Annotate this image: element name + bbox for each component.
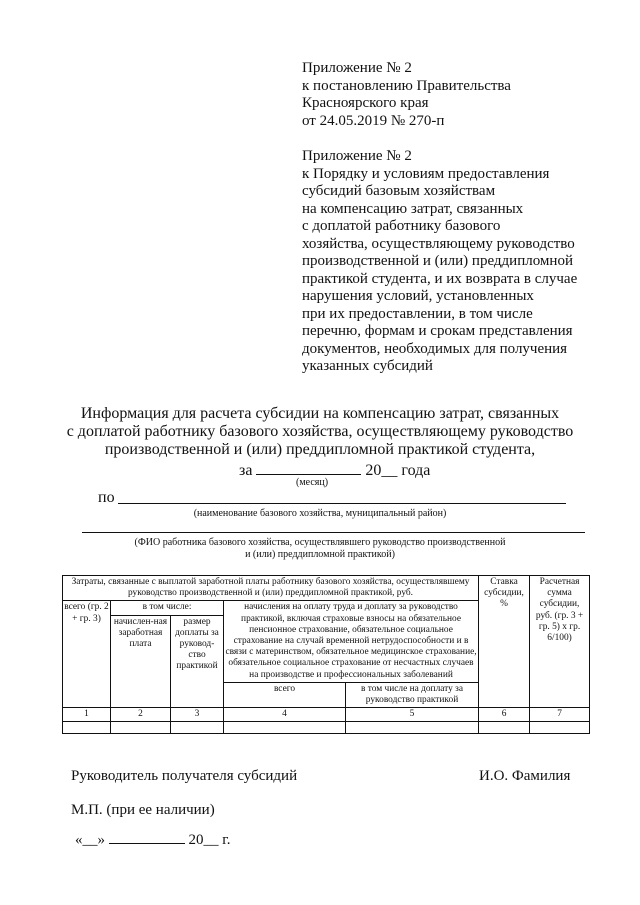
appendix-procedure (302, 148, 577, 376)
org-blank (118, 503, 566, 504)
month-caption: (месяц) (296, 477, 329, 488)
column-number: 1 (63, 708, 111, 722)
date-day: «__» (75, 832, 105, 848)
table-row (63, 722, 590, 734)
header-sum: Расчетная сумма субсидии, руб. (гр. 3 + гр. 5) x гр. 6/100) (530, 576, 590, 708)
subsidy-table (62, 575, 590, 734)
appendix-line: субсидий базовым хозяйствам (302, 183, 496, 199)
column-number: 5 (346, 708, 479, 722)
header-bonus: размер доплаты за руковод-ство практикой (171, 615, 224, 708)
header-charges: начисления на оплату труда и доплату за руководство практикой, включая страховые взносы на обязательное пенсионное страхование, обязательное социальное страхование на случай временной нетрудоспособности и в связи с материнством, обязательное медицинское страхование, обязательное социальное страхование от несчастных случаев на производстве и профессиональных заболеваний (224, 601, 479, 682)
fio-caption-line: (ФИО работника базового хозяйства, осуществлявшего руководство производственной (134, 537, 506, 548)
title-line: с доплатой работнику базового хозяйства, осуществляющему руководство (66, 423, 574, 440)
period-prefix: за (239, 462, 253, 479)
appendix-line: Красноярского края (302, 95, 429, 111)
header-rate: Ставка субсидии, % (479, 576, 530, 708)
column-number: 3 (171, 708, 224, 722)
header-expenses: Затраты, связанные с выплатой заработной платы работнику базового хозяйства, осуществлявшему руководство производственной и (или) преддипломной практикой, руб. (63, 576, 479, 601)
title-line: производственной и (или) преддипломной практикой студента, (104, 441, 536, 458)
appendix-line: указанных субсидий (302, 358, 433, 374)
table-cell[interactable] (63, 722, 111, 734)
appendix-line: практикой студента, и их возврата в случае (302, 270, 578, 287)
org-prefix: по (98, 489, 115, 506)
column-number: 2 (111, 708, 171, 722)
appendix-line: Приложение № 2 (302, 60, 412, 76)
appendix-line: хозяйства, осуществляющему руководство (302, 235, 575, 252)
table-cell[interactable] (171, 722, 224, 734)
appendix-line: с доплатой работнику базового (302, 218, 501, 234)
appendix-government-resolution (302, 60, 511, 130)
header-charges-bonus: в том числе на доплату за руководство практикой (346, 682, 479, 707)
table-cell[interactable] (479, 722, 530, 734)
appendix-line: нарушения условий, установленных (302, 288, 534, 304)
period-year: 20__ года (365, 462, 431, 479)
appendix-line: Приложение № 2 (302, 148, 412, 164)
column-number: 7 (530, 708, 590, 722)
document-title (0, 405, 640, 459)
name-label: И.О. Фамилия (479, 768, 571, 784)
table-cell[interactable] (530, 722, 590, 734)
date-line (75, 829, 230, 849)
column-number: 6 (479, 708, 530, 722)
appendix-line: производственной и (или) преддипломной (302, 253, 573, 269)
table-cell[interactable] (346, 722, 479, 734)
header-charges-total: всего (224, 682, 346, 707)
head-label: Руководитель получателя субсидий (71, 768, 298, 784)
appendix-line: документов, необходимых для получения (302, 340, 568, 357)
fio-caption (0, 537, 640, 561)
fio-caption-line: и (или) преддипломной практикой) (245, 549, 395, 560)
appendix-line: к постановлению Правительства (302, 77, 511, 94)
appendix-line: от 24.05.2019 № 270-п (302, 112, 445, 129)
appendix-line: при их предоставлении, в том числе (302, 305, 533, 322)
date-month-blank (109, 829, 185, 844)
date-year: 20__ г. (188, 832, 231, 848)
month-blank (256, 460, 361, 475)
period-line (239, 460, 430, 480)
appendix-line: на компенсацию затрат, связанных (302, 200, 524, 217)
appendix-line: к Порядку и условиям предоставления (302, 165, 550, 182)
header-including: в том числе: (111, 601, 224, 615)
table-cell[interactable] (111, 722, 171, 734)
stamp-label: М.П. (при ее наличии) (71, 802, 215, 818)
column-numbers-row (63, 708, 590, 722)
fio-blank (82, 532, 585, 533)
header-accrued-salary: начислен-ная заработная плата (111, 615, 171, 708)
appendix-line: перечню, формам и срокам представления (302, 323, 573, 339)
header-total: всего (гр. 2 + гр. 3) (63, 601, 111, 708)
column-number: 4 (224, 708, 346, 722)
org-caption: (наименование базового хозяйства, муниципальный район) (193, 508, 447, 519)
title-line: Информация для расчета субсидии на компенсацию затрат, связанных (80, 405, 560, 422)
table-cell[interactable] (224, 722, 346, 734)
